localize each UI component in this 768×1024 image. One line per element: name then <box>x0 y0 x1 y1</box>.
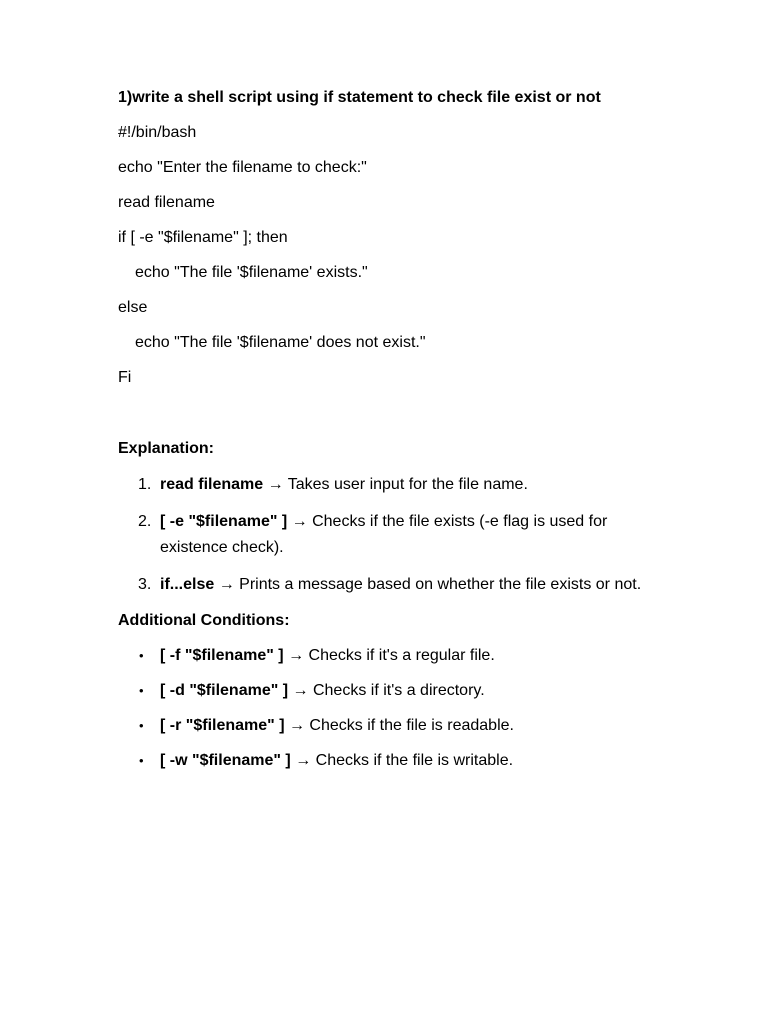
script-line-echo-exists: echo "The file '$filename' exists." <box>135 264 368 281</box>
condition-item <box>118 749 678 773</box>
condition-item <box>118 644 678 668</box>
explanation-list <box>118 472 678 598</box>
script-line-else: else <box>118 299 148 316</box>
explanation-text: → Prints a message based on whether the file exists or not. <box>214 576 642 593</box>
bullet-icon: • <box>139 753 144 768</box>
explanation-term: if...else <box>160 576 215 593</box>
explanation-item <box>118 572 678 598</box>
condition-item <box>118 714 678 738</box>
list-number: 1. <box>138 476 152 493</box>
explanation-text: → Takes user input for the file name. <box>263 476 528 493</box>
condition-term: [ -r "$filename" ] <box>160 717 285 734</box>
explanation-text: → Checks if the file exists (-e flag is used for existence check). <box>160 513 608 556</box>
section-spacer <box>118 401 678 437</box>
bullet-icon: • <box>139 683 144 698</box>
additional-conditions-list <box>118 644 678 773</box>
question-title: 1)write a shell script using if statement to check file exist or not <box>118 89 601 106</box>
explanation-term: read filename <box>160 476 264 493</box>
script-line-if: if [ -e "$filename" ]; then <box>118 229 288 246</box>
script-line-echo-prompt: echo "Enter the filename to check:" <box>118 159 367 176</box>
bullet-icon: • <box>139 648 144 663</box>
condition-item <box>118 679 678 703</box>
list-number: 2. <box>138 513 152 530</box>
explanation-heading: Explanation: <box>118 440 215 457</box>
script-line-echo-not-exists: echo "The file '$filename' does not exist." <box>135 334 426 351</box>
condition-text: → Checks if it's a directory. <box>288 682 485 699</box>
script-line-fi: Fi <box>118 369 132 386</box>
additional-conditions-heading: Additional Conditions: <box>118 612 290 629</box>
script-block <box>118 121 678 390</box>
condition-term: [ -d "$filename" ] <box>160 682 289 699</box>
document-page <box>118 86 678 784</box>
condition-term: [ -w "$filename" ] <box>160 752 291 769</box>
bullet-icon: • <box>139 718 144 733</box>
condition-text: → Checks if the file is writable. <box>290 752 514 769</box>
list-number: 3. <box>138 576 152 593</box>
condition-text: → Checks if the file is readable. <box>284 717 514 734</box>
condition-term: [ -f "$filename" ] <box>160 647 284 664</box>
condition-text: → Checks if it's a regular file. <box>283 647 495 664</box>
explanation-item <box>118 472 678 498</box>
script-line-read: read filename <box>118 194 215 211</box>
script-line-shebang: #!/bin/bash <box>118 124 197 141</box>
explanation-term: [ -e "$filename" ] <box>160 513 288 530</box>
explanation-item <box>118 509 678 561</box>
